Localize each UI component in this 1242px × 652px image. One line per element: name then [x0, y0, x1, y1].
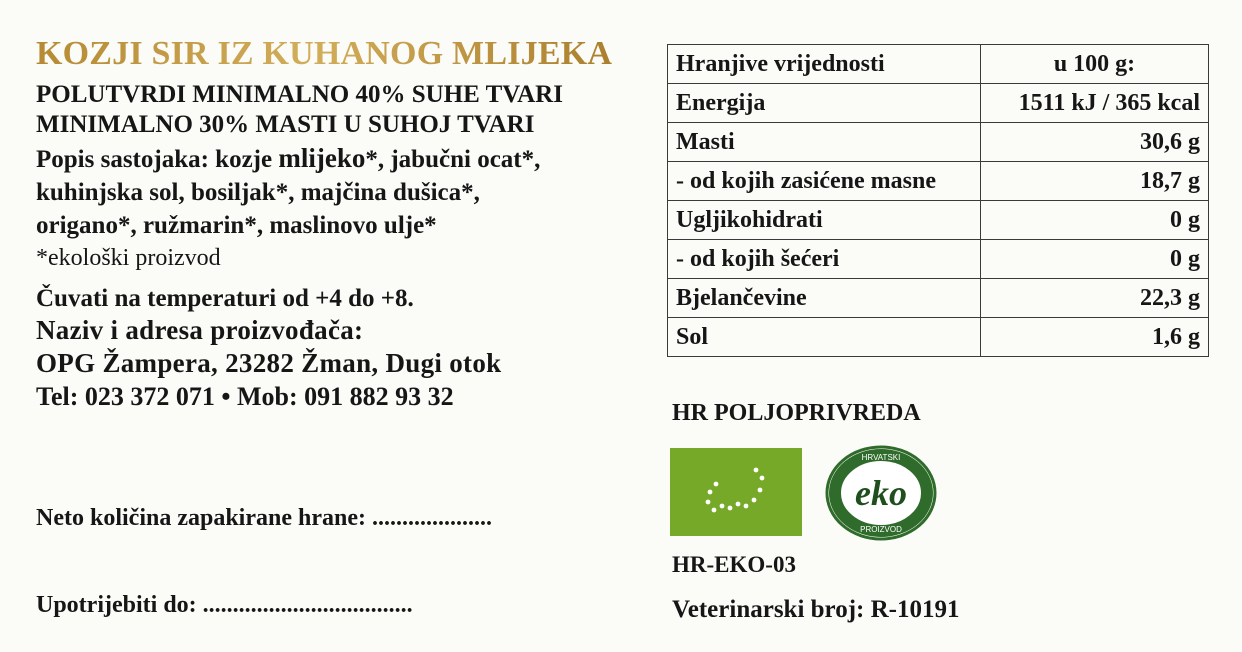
storage-instructions: Čuvati na temperaturi od +4 do +8.	[36, 285, 414, 312]
veterinary-number: Veterinarski broj: R-10191	[672, 596, 960, 623]
nutrition-header-value: u 100 g:	[981, 45, 1209, 84]
ingredients-list	[36, 142, 646, 242]
producer-address: OPG Žampera, 23282 Žman, Dugi otok	[36, 348, 502, 378]
hr-eko-logo	[822, 443, 940, 543]
nutrient-name: Masti	[668, 123, 981, 162]
eko-seal-text: eko	[855, 473, 907, 513]
certification-code: HR-EKO-03	[672, 552, 796, 577]
best-before-label: Upotrijebiti do:	[36, 592, 203, 618]
ingredients-line3: origano*, ružmarin*, maslinovo ulje*	[36, 212, 437, 239]
eko-seal-top-text: HRVATSKI	[861, 453, 901, 462]
nutrient-value: 22,3 g	[981, 279, 1209, 318]
ingredients-line1-rest: *, jabučni ocat*,	[365, 146, 541, 173]
best-before	[36, 592, 413, 619]
origin-label: HR POLJOPRIVREDA	[672, 400, 921, 426]
nutrition-row	[668, 240, 1209, 279]
nutrition-table	[667, 44, 1209, 357]
ingredients-line2: kuhinjska sol, bosiljak*, majčina dušica*,	[36, 179, 480, 206]
nutrition-header-name: Hranjive vrijednosti	[668, 45, 981, 84]
ingredients-prefix: Popis sastojaka: kozje	[36, 146, 279, 173]
eu-organic-logo	[670, 448, 802, 536]
nutrient-name: Bjelančevine	[668, 279, 981, 318]
eu-organic-leaf-icon	[670, 448, 802, 536]
product-title: KOZJI SIR IZ KUHANOG MLIJEKA	[36, 34, 646, 74]
nutrient-name: - od kojih šećeri	[668, 240, 981, 279]
ingredients-allergen: mlijeko	[278, 143, 366, 173]
net-quantity-dots: ....................	[372, 505, 492, 531]
nutrient-value: 0 g	[981, 201, 1209, 240]
nutrition-row	[668, 84, 1209, 123]
product-subtitle-fat: MINIMALNO 30% MASTI U SUHOJ TVARI	[36, 111, 535, 138]
product-info	[36, 34, 646, 414]
net-quantity-label: Neto količina zapakirane hrane:	[36, 505, 372, 531]
nutrition-row	[668, 162, 1209, 201]
nutrient-name: Sol	[668, 318, 981, 357]
nutrition-row	[668, 123, 1209, 162]
nutrient-name: - od kojih zasićene masne	[668, 162, 981, 201]
nutrient-value: 0 g	[981, 240, 1209, 279]
nutrient-name: Energija	[668, 84, 981, 123]
nutrient-value: 1,6 g	[981, 318, 1209, 357]
nutrition-row	[668, 201, 1209, 240]
net-quantity	[36, 505, 492, 532]
eko-seal-icon	[822, 443, 940, 543]
nutrient-value: 1511 kJ / 365 kcal	[981, 84, 1209, 123]
eco-product-note: *ekološki proizvod	[36, 245, 221, 271]
nutrition-row	[668, 318, 1209, 357]
nutrition-header-row	[668, 45, 1209, 84]
eko-seal-bottom-text: PROIZVOD	[860, 525, 902, 534]
nutrient-value: 30,6 g	[981, 123, 1209, 162]
nutrient-name: Ugljikohidrati	[668, 201, 981, 240]
best-before-dots: ...................................	[202, 592, 413, 618]
product-subtitle-dry-matter: POLUTVRDI MINIMALNO 40% SUHE TVARI	[36, 81, 563, 108]
nutrient-value: 18,7 g	[981, 162, 1209, 201]
producer-contact: Tel: 023 372 071 • Mob: 091 882 93 32	[36, 382, 454, 411]
nutrition-row	[668, 279, 1209, 318]
producer-label: Naziv i adresa proizvođača:	[36, 315, 364, 345]
